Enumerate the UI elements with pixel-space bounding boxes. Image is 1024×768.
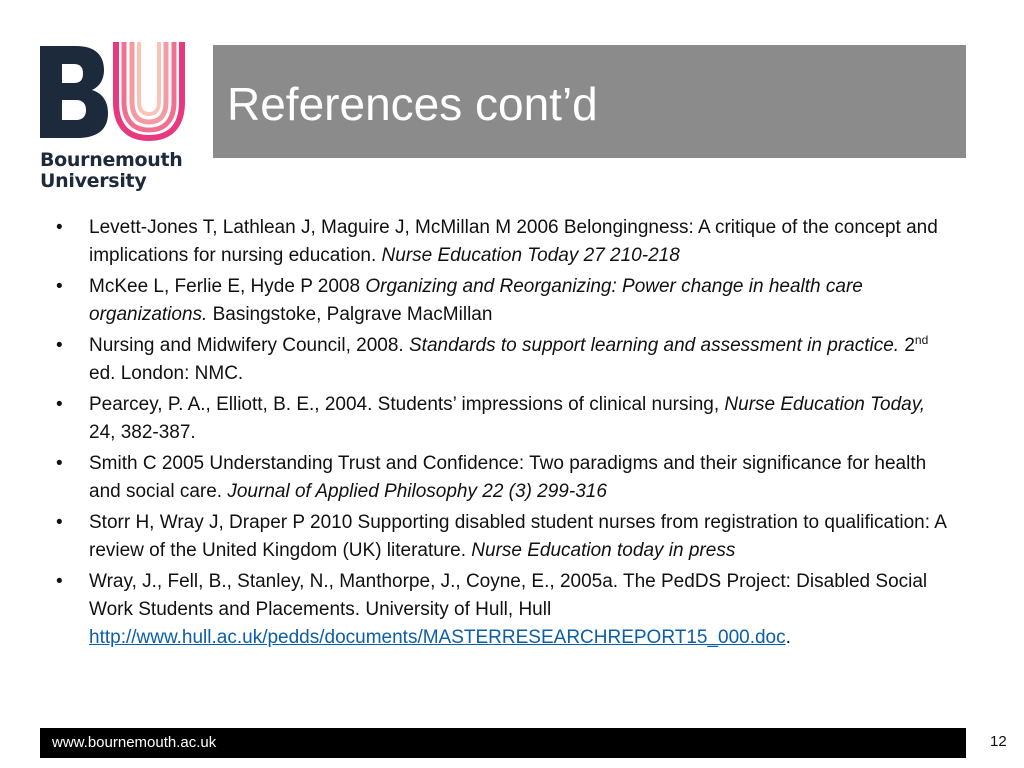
reference-italic: Organizing and Reorganizing: Power change in health care organizations. <box>89 276 863 325</box>
reference-italic: Nurse Education Today, <box>724 394 926 415</box>
references-list <box>46 214 952 655</box>
footer-bar <box>40 728 966 758</box>
logo-letter-u <box>116 42 182 138</box>
title-bar <box>213 45 966 158</box>
logo-text-line2: University <box>40 170 147 192</box>
reference-italic: Journal of Applied Philosophy 22 (3) 299-316 <box>227 481 607 502</box>
list-item <box>46 509 952 565</box>
reference-link[interactable]: http://www.hull.ac.uk/pedds/documents/MASTERRESEARCHREPORT15_000.doc <box>89 627 786 648</box>
reference-text: McKee L, Ferlie E, Hyde P 2008 <box>89 276 366 297</box>
bullet: • <box>56 571 63 592</box>
logo-wordmark <box>40 150 183 192</box>
logo-text-line1: Bournemouth <box>40 149 183 171</box>
page-number: 12 <box>990 733 1007 750</box>
logo-letter-b <box>40 46 108 138</box>
reference-text: 24, 382-387. <box>89 422 196 443</box>
bullet: • <box>56 453 63 474</box>
list-item <box>46 214 952 270</box>
reference-text: Smith C 2005 Understanding Trust and Confidence: Two paradigms and their significance for health and social care. <box>89 453 927 502</box>
reference-text: Wray, J., Fell, B., Stanley, N., Manthorpe, J., Coyne, E., 2005a. The PedDS Project: Disabled Social Work Students and Placements. University of Hull, Hull <box>89 571 928 620</box>
superscript: nd <box>914 333 929 347</box>
list-item <box>46 273 952 329</box>
list-item <box>46 391 952 447</box>
reference-italic: Nurse Education today in press <box>471 540 736 561</box>
reference-text: 2 <box>899 335 915 356</box>
bullet: • <box>56 512 63 533</box>
list-item <box>46 332 952 388</box>
bullet: • <box>56 217 63 238</box>
reference-text: Nursing and Midwifery Council, 2008. <box>89 335 409 356</box>
footer-url: www.bournemouth.ac.uk <box>52 734 217 751</box>
reference-text: ed. London: NMC. <box>89 363 244 384</box>
reference-text: . <box>785 627 791 648</box>
reference-text: Levett-Jones T, Lathlean J, Maguire J, McMillan M 2006 Belongingness: A critique of the concept and implications for nursing education. <box>89 217 938 266</box>
page-title: References cont’d <box>227 78 598 130</box>
reference-text: Basingstoke, Palgrave MacMillan <box>207 304 493 325</box>
reference-text: Storr H, Wray J, Draper P 2010 Supporting disabled student nurses from registration to qualification: A review of the United Kingdom (UK) literature. <box>89 512 946 561</box>
list-item <box>46 568 952 652</box>
bullet: • <box>56 335 63 356</box>
reference-italic: Nurse Education Today 27 210-218 <box>381 245 680 266</box>
reference-text: Pearcey, P. A., Elliott, B. E., 2004. Students’ impressions of clinical nursing, <box>89 394 725 415</box>
list-item <box>46 450 952 506</box>
bullet: • <box>56 276 63 297</box>
reference-italic: Standards to support learning and assessment in practice. <box>409 335 900 356</box>
bullet: • <box>56 394 63 415</box>
